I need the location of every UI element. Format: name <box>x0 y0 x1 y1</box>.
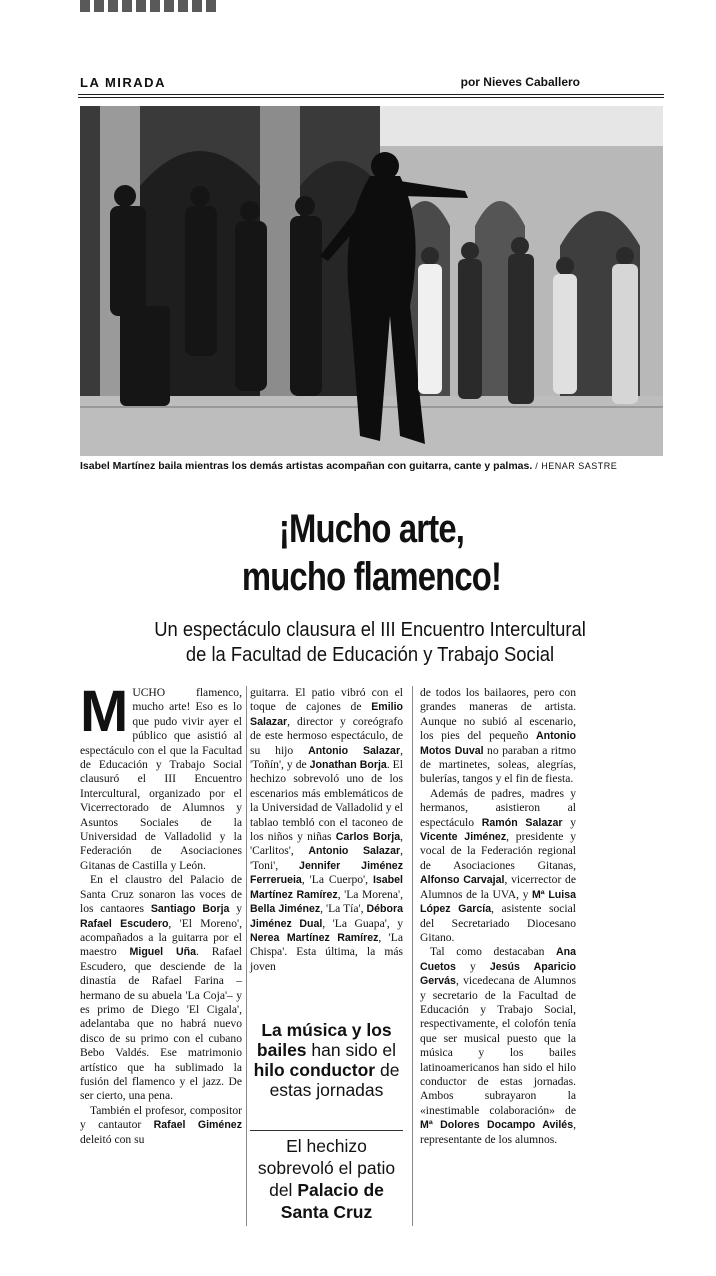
text: Tal como destacaban <box>430 945 556 959</box>
paragraph <box>420 686 576 787</box>
person-name: Mª Luisa López García <box>420 888 576 916</box>
photo-credit: / HENAR SASTRE <box>535 461 618 471</box>
person-name: Jesús Aparicio Gervás <box>420 960 576 988</box>
column-rule <box>246 686 247 1226</box>
article-column-2 <box>250 686 403 974</box>
pull-quote-text: de estas jornadas <box>269 1060 400 1100</box>
person-name: Antonio Salazar <box>308 845 401 858</box>
person-name: Jennifer Jiménez Ferrerueia <box>250 859 403 887</box>
caption-text: Isabel Martínez baila mientras los demás artistas acompañan con guitarra, cante y palmas. <box>80 460 533 472</box>
person-name: Carlos Borja <box>335 831 401 844</box>
person-name: Miguel Uña <box>129 946 196 959</box>
pull-quote-bold: hilo conductor <box>253 1060 376 1080</box>
text: , vicerrector de Alumnos de la UVA, y <box>420 873 576 901</box>
person-name: Mª Dolores Docampo Avilés <box>420 1119 574 1132</box>
person-name: Alfonso Carvajal <box>420 874 505 887</box>
header-rule-2 <box>78 97 664 98</box>
text: de todos los bailaores, pero con grandes maneras de artista. Aunque no subió al escenario, los pies del pequeño <box>420 686 576 743</box>
headline <box>132 505 610 601</box>
pull-quote-2 <box>250 1130 403 1223</box>
person-name: Emilio Salazar <box>250 701 403 728</box>
subhead-line-1: Un espectáculo clausura el III Encuentro Intercultural <box>154 619 586 641</box>
pull-quote-bold: La música y los bailes <box>256 1020 392 1060</box>
text: En el claustro del Palacio de Santa Cruz sonaron las voces de los cantaores <box>80 873 242 916</box>
text: Además de padres, madres y hermanos, asistieron al espectáculo <box>420 786 576 829</box>
text: , 'La Guapa', y <box>322 916 403 930</box>
header-rule <box>78 94 664 95</box>
masthead-fragment <box>80 0 220 12</box>
text: , representante de los alumnos. <box>420 1118 576 1146</box>
person-name: Vicente Jiménez <box>420 831 507 844</box>
text: . Rafael Escudero, que desciende de la dinastía de Rafael Farina –hermano de su abuela 'La Coja'– y es primo de Diego 'El Cigala', adelantaba que no habrá nuevo disco de su primo con el cubano Bebo Valdés. Ese matrimonio artístico que ha sublimado la fusión del flamenco y el jazz. De ser cierto, una pena. <box>80 945 242 1103</box>
photo-caption <box>80 460 663 472</box>
text: deleitó con su <box>80 1132 145 1146</box>
text: , 'La Chispa'. Esta última, la más joven <box>250 930 403 973</box>
paragraph <box>80 873 242 1104</box>
text: y <box>455 959 490 973</box>
text: , asistente social del Secretariado Diocesano Gitano. <box>420 902 576 944</box>
person-name: Ramón Salazar <box>481 816 563 829</box>
text: y <box>562 815 576 829</box>
byline: por Nieves Caballero <box>460 75 580 89</box>
pull-quote-text: han sido el <box>306 1040 397 1060</box>
person-name: Isabel Martínez Ramírez <box>250 874 403 901</box>
text: , presidente y vocal de la Federación regional de Asociaciones Gitanas, <box>420 830 576 872</box>
headline-line-1: ¡Mucho arte, <box>278 507 465 551</box>
text: no paraban a ritmo de martinetes, soleas, alegrías, bulerías, tangos y el fin de fiesta. <box>420 743 577 786</box>
text: , 'Toni', <box>250 844 403 872</box>
person-name: Rafael Giménez <box>153 1119 242 1132</box>
headline-line-2: mucho flamenco! <box>241 555 502 599</box>
column-rule <box>412 686 413 1226</box>
person-name: Santiago Borja <box>150 903 230 916</box>
person-name: Nerea Martínez Ramírez <box>250 931 379 944</box>
pull-quote-bold: Palacio de Santa Cruz <box>280 1180 384 1222</box>
person-name: Jonathan Borja <box>309 759 387 772</box>
person-name: Débora Jiménez Dual <box>250 903 403 930</box>
pull-quote-text: El hechizo sobrevoló el patio del <box>257 1136 396 1200</box>
person-name: Antonio Motos Duval <box>420 730 576 757</box>
text: , director y coreógrafo de este hermoso espectáculo, de su hijo <box>250 714 403 757</box>
subheadline <box>94 618 646 668</box>
section-label: LA MIRADA <box>80 75 166 90</box>
text: , vicedecana de Alumnos y secretario de la Facultad de Educación y Trabajo Social, respectivamente, el colofón tenía que ser musical puesto que la música y los bailes latinoamericanos han sido el hilo conductor de estas jornadas. Ambos subrayaron la «inestimable colaboración» de <box>420 974 576 1117</box>
paragraph <box>80 1104 242 1147</box>
text: , 'Toñín', y de <box>250 743 403 772</box>
paragraph <box>420 787 576 945</box>
article-column-3 <box>420 686 576 1147</box>
text: guitarra. El patio vibró con el toque de cajones de <box>250 686 403 714</box>
person-name: Bella Jiménez <box>250 903 321 916</box>
drop-cap: M <box>80 679 129 744</box>
text: , 'Carlitos', <box>250 830 403 858</box>
person-name: Antonio Salazar <box>308 744 401 757</box>
person-name: Ana Cuetos <box>420 946 576 973</box>
paragraph <box>420 945 576 1147</box>
flamenco-photo <box>80 106 663 456</box>
article-column-1 <box>80 679 242 1147</box>
paragraph <box>250 686 403 974</box>
text: y <box>229 902 242 916</box>
text: . El hechizo sobrevoló uno de los escenarios más emblemáticos de la Universidad de Valladolid y el tablao tembló con el taconeo de los niños y niñas <box>250 758 403 844</box>
text: , 'La Morena', <box>337 887 403 901</box>
paragraph <box>80 679 242 873</box>
text: , 'La Tía', <box>320 902 367 916</box>
person-name: Rafael Escudero <box>80 917 169 930</box>
pull-quote-1 <box>250 1020 403 1100</box>
text: UCHO flamenco, mucho arte! Eso es lo que pudo vivir ayer el público que asistió al espectáculo con el que la Facultad de Educación y Trabajo Social clausuró el III Encuentro Intercultural, organizado por el Vicerrectorado de Alumnos y Asuntos Sociales de la Universidad de Valladolid y la Federación de Asociaciones Gitanas de Castilla y León. <box>80 686 242 872</box>
subhead-line-2: de la Facultad de Educación y Trabajo Social <box>185 644 555 666</box>
text: , 'El Moreno', acompañados a la guitarra por el maestro <box>80 916 242 959</box>
text: También el profesor, compositor y cantautor <box>80 1103 242 1132</box>
text: , 'La Cuerpo', <box>301 873 373 887</box>
